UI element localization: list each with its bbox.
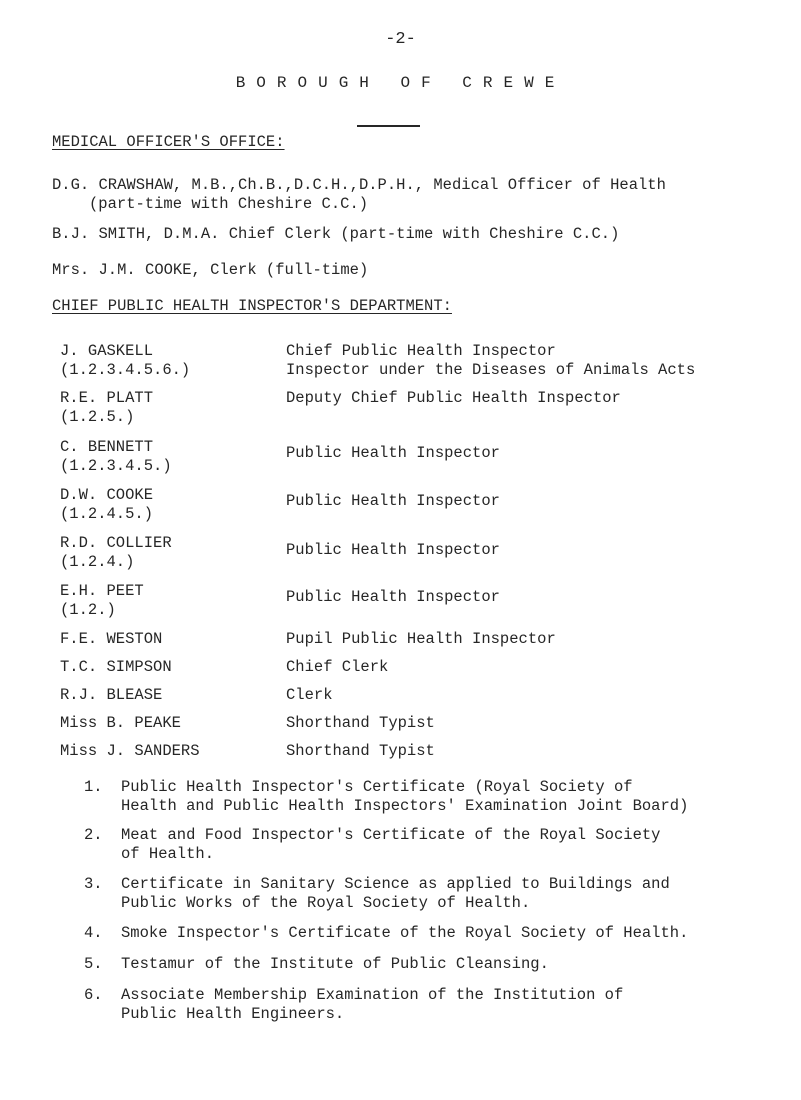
staff-quals: (1.2.4.5.)	[60, 505, 154, 523]
staff-name-text: R.E. PLATT	[60, 389, 154, 407]
staff-role: Public Health Inspector	[286, 444, 500, 462]
qualification-line1: Associate Membership Examination of the Institution of	[121, 986, 624, 1004]
staff-name-text: C. BENNETT	[60, 438, 154, 456]
qualification-number: 2.	[84, 826, 103, 844]
staff-role: Shorthand Typist	[286, 742, 435, 760]
staff-role-text-2: Inspector under the Diseases of Animals Acts	[286, 361, 696, 379]
qualification-line2: Public Health Engineers.	[121, 1005, 345, 1023]
staff-role: Public Health Inspector	[286, 541, 500, 559]
staff-role-text: Chief Public Health Inspector	[286, 342, 556, 360]
staff-role: Pupil Public Health Inspector	[286, 630, 556, 648]
title-divider	[357, 125, 420, 127]
qualification-line2: Health and Public Health Inspectors' Examination Joint Board)	[121, 797, 689, 815]
qualification-number: 6.	[84, 986, 103, 1004]
qualification-line2: Public Works of the Royal Society of Health.	[121, 894, 531, 912]
staff-role: Chief Clerk	[286, 658, 389, 676]
medical-office-heading: MEDICAL OFFICER'S OFFICE:	[52, 133, 285, 151]
staff-name-text: D.W. COOKE	[60, 486, 154, 504]
medical-officer-entry	[52, 176, 666, 214]
staff-quals: (1.2.3.4.5.6.)	[60, 361, 191, 379]
staff-role: Deputy Chief Public Health Inspector	[286, 389, 621, 407]
medical-officer-line2: (part-time with Cheshire C.C.)	[89, 195, 369, 213]
qualification-line1: Public Health Inspector's Certificate (Royal Society of	[121, 778, 633, 796]
staff-quals: (1.2.3.4.5.)	[60, 457, 172, 475]
staff-name: F.E. WESTON	[60, 630, 163, 648]
staff-name	[60, 486, 153, 524]
chief-clerk-entry: B.J. SMITH, D.M.A. Chief Clerk (part-time with Cheshire C.C.)	[52, 225, 620, 243]
staff-name: T.C. SIMPSON	[60, 658, 172, 676]
qualification-number: 4.	[84, 924, 103, 942]
qualification-text	[121, 778, 688, 816]
medical-officer-line1: D.G. CRAWSHAW, M.B.,Ch.B.,D.C.H.,D.P.H., Medical Officer of Health	[52, 176, 666, 194]
staff-name: Miss B. PEAKE	[60, 714, 181, 732]
qualification-number: 5.	[84, 955, 103, 973]
staff-name: R.J. BLEASE	[60, 686, 163, 704]
staff-role: Public Health Inspector	[286, 492, 500, 510]
staff-name	[60, 389, 153, 427]
clerk-entry: Mrs. J.M. COOKE, Clerk (full-time)	[52, 261, 369, 279]
staff-name	[60, 534, 172, 572]
staff-name-text: E.H. PEET	[60, 582, 144, 600]
qualification-line1: Certificate in Sanitary Science as applied to Buildings and	[121, 875, 670, 893]
staff-role: Shorthand Typist	[286, 714, 435, 732]
staff-name-text: R.D. COLLIER	[60, 534, 172, 552]
staff-role: Clerk	[286, 686, 333, 704]
staff-name-text: J. GASKELL	[60, 342, 154, 360]
qualification-text	[121, 875, 670, 913]
phi-department-heading: CHIEF PUBLIC HEALTH INSPECTOR'S DEPARTMENT:	[52, 297, 452, 315]
staff-name	[60, 438, 172, 476]
staff-quals: (1.2.4.)	[60, 553, 135, 571]
qualification-number: 1.	[84, 778, 103, 796]
qualification-number: 3.	[84, 875, 103, 893]
staff-role: Public Health Inspector	[286, 588, 500, 606]
qualification-text	[121, 826, 661, 864]
qualification-text: Smoke Inspector's Certificate of the Royal Society of Health.	[121, 924, 689, 942]
staff-role	[286, 342, 695, 380]
staff-quals: (1.2.)	[60, 601, 116, 619]
staff-quals: (1.2.5.)	[60, 408, 135, 426]
page-number: -2-	[385, 30, 416, 49]
qualification-text	[121, 986, 623, 1024]
qualification-line1: Meat and Food Inspector's Certificate of the Royal Society	[121, 826, 661, 844]
staff-name	[60, 582, 144, 620]
qualification-text: Testamur of the Institute of Public Cleansing.	[121, 955, 549, 973]
staff-name	[60, 342, 190, 380]
qualification-line2: of Health.	[121, 845, 215, 863]
document-title: BOROUGH OF CREWE	[235, 74, 566, 92]
staff-name: Miss J. SANDERS	[60, 742, 200, 760]
